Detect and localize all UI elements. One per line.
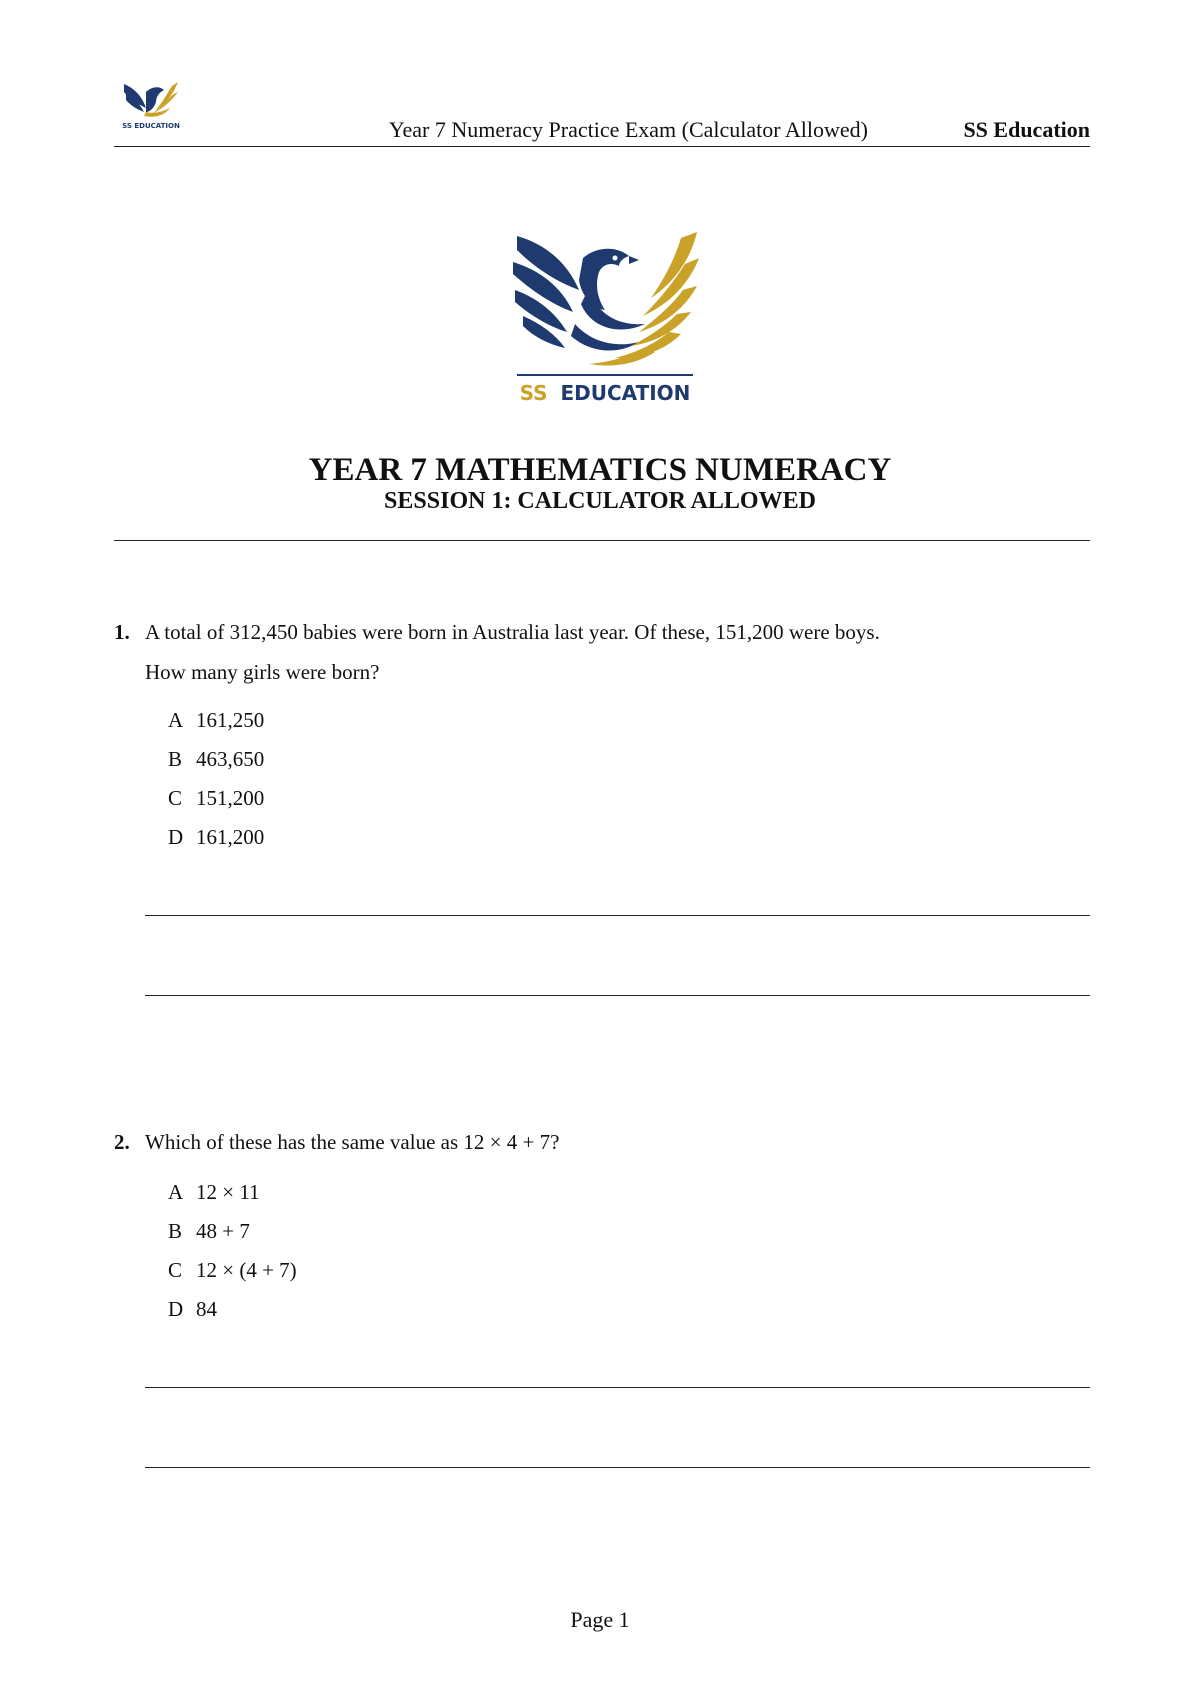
question-2-option-b[interactable] xyxy=(168,1217,250,1245)
title-divider xyxy=(114,540,1090,541)
option-text: 12 × (4 + 7) xyxy=(196,1258,297,1282)
option-text: 151,200 xyxy=(196,786,265,810)
main-logo-text-ss: SS xyxy=(519,381,548,405)
exam-subtitle: SESSION 1: CALCULATOR ALLOWED xyxy=(384,488,816,514)
option-letter: C xyxy=(168,786,183,810)
question-1-answer-line-2[interactable] xyxy=(145,995,1090,996)
question-2-answer-line-2[interactable] xyxy=(145,1467,1090,1468)
option-text: 463,650 xyxy=(196,747,265,771)
question-1-number: 1. xyxy=(114,620,130,644)
question-1-text-line-1: A total of 312,450 babies were born in Australia last year. Of these, 151,200 were boys. xyxy=(145,620,880,644)
question-1-option-b[interactable] xyxy=(168,745,264,773)
header-logo-text: SS EDUCATION xyxy=(122,122,180,130)
question-1-text-line-2: How many girls were born? xyxy=(145,660,380,684)
option-text: 12 × 11 xyxy=(196,1180,260,1204)
option-letter: A xyxy=(168,1180,184,1204)
option-text: 161,200 xyxy=(196,825,265,849)
question-1-option-c[interactable] xyxy=(168,784,264,812)
header-divider xyxy=(114,146,1090,147)
header-eagle-icon xyxy=(124,82,178,117)
option-letter: C xyxy=(168,1258,183,1282)
main-logo xyxy=(505,228,705,406)
question-1-answer-line-1[interactable] xyxy=(145,915,1090,916)
header-title: Year 7 Numeracy Practice Exam (Calculator Allowed) xyxy=(388,117,868,142)
option-letter: D xyxy=(168,825,184,849)
question-1-option-d[interactable] xyxy=(168,823,264,851)
question-1-option-a[interactable] xyxy=(168,706,264,734)
option-letter: D xyxy=(168,1297,184,1321)
option-letter: A xyxy=(168,708,184,732)
page-number: Page 1 xyxy=(570,1607,630,1632)
option-text: 48 + 7 xyxy=(196,1219,250,1243)
question-2-number: 2. xyxy=(114,1130,130,1154)
question-2-text-line-1: Which of these has the same value as 12 × 4 + 7? xyxy=(145,1130,560,1154)
option-letter: B xyxy=(168,1219,183,1243)
question-2-option-c[interactable] xyxy=(168,1256,297,1284)
question-2-option-a[interactable] xyxy=(168,1178,260,1206)
option-letter: B xyxy=(168,747,183,771)
option-text: 161,250 xyxy=(196,708,265,732)
main-logo-text-education: EDUCATION xyxy=(560,381,691,405)
main-logo-text xyxy=(520,381,691,405)
exam-title: YEAR 7 MATHEMATICS NUMERACY xyxy=(308,452,892,488)
eagle-icon xyxy=(513,232,699,376)
question-2-option-d[interactable] xyxy=(168,1295,217,1323)
header-brand: SS Education xyxy=(963,117,1090,142)
option-text: 84 xyxy=(196,1297,217,1321)
question-2-answer-line-1[interactable] xyxy=(145,1387,1090,1388)
